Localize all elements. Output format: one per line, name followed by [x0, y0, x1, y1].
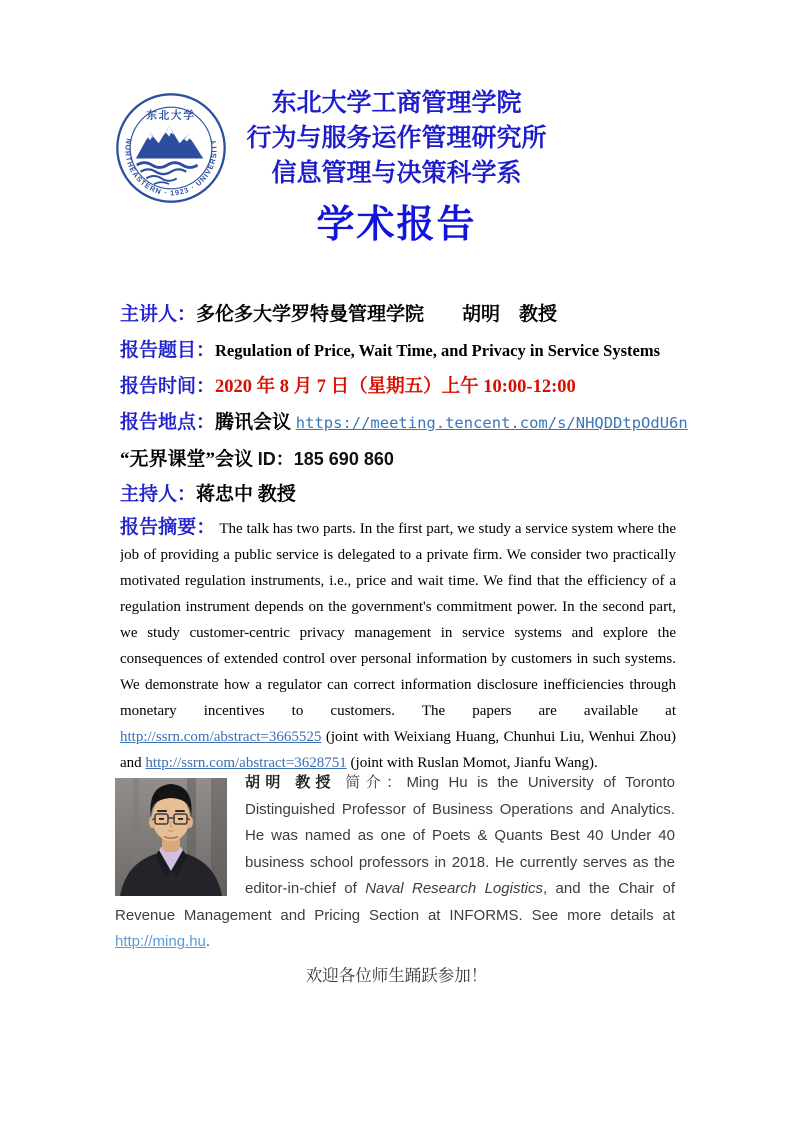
bio-section [115, 770, 675, 956]
org-line-institute: 行为与服务运作管理研究所 [246, 124, 547, 152]
time-line [120, 369, 676, 405]
classroom-prefix: “无界课堂”会议 [120, 449, 258, 470]
org-line-department: 信息管理与决策科学系 [271, 159, 522, 187]
speaker-line [120, 297, 676, 333]
topic-value: Regulation of Price, Wait Time, and Privacy in Service Systems [215, 341, 661, 360]
org-line-school: 东北大学工商管理学院 [271, 89, 522, 117]
abstract-text-3: (joint with Ruslan Momot, Jianfu Wang). [346, 755, 598, 771]
venue-line [120, 405, 688, 441]
bio-period: . [205, 933, 211, 950]
closing-line: 欢迎各位师生踊跃参加！ [305, 967, 488, 985]
abstract-paragraph [120, 515, 676, 773]
bio-name: 胡明 教授 [245, 774, 336, 791]
portrait-illustration-icon [115, 778, 227, 896]
logo-zh-name: 东北大学 [146, 110, 196, 122]
abstract-label: 报告摘要： [120, 517, 216, 538]
bio-text-2: , and the Chair of Revenue Management and Pricing Section at INFORMS. See more details at [115, 880, 676, 924]
abstract-text-2: (joint with Weixiang Huang, Chunhui Liu, Wenhui Zhou) and [120, 729, 676, 771]
header-block [0, 86, 793, 247]
logo-ring-text: NORTHEASTERN · 1923 · UNIVERSITY [123, 137, 219, 198]
host-line [120, 477, 676, 513]
venue-label: 报告地点： [120, 412, 216, 433]
journal-name: Naval Research Logistics [365, 880, 543, 897]
ming-hu-link[interactable]: http://ming.hu [115, 933, 206, 950]
host-value: 蒋忠中 教授 [196, 484, 296, 505]
time-label: 报告时间： [120, 376, 216, 397]
abstract-text-1: The talk has two parts. In the first part, we study a service system where the job of providing a public service is delegated to a private firm. We consider two practically motivated regulation instruments, i.e., price and wait time. We find that the efficiency of a regulation instrument depends on the government's commitment power. In the second part, we study customer-centric privacy management in service systems and explore the consequences of extended control over personal information by customers in such systems. We demonstrate how a regulator can correct information disclosure inefficiencies through monetary incentives to customers. The papers are available at [120, 521, 676, 719]
topic-line [120, 333, 676, 369]
ssrn-link-2[interactable]: http://ssrn.com/abstract=3628751 [145, 755, 347, 771]
page-title: 学术报告 [316, 204, 477, 246]
classroom-id-line [120, 441, 676, 477]
meeting-id: ID：185 690 860 [257, 449, 394, 469]
topic-label: 报告题目： [120, 340, 216, 361]
speaker-label: 主讲人： [120, 304, 197, 325]
bio-text-1: Ming Hu is the University of Toronto Distinguished Professor of Business Operations and Analytics. He was named as one of Poets & Quants Best 40 Under 40 business school professors in 2018. He currently serves as the editor-in-chief of [245, 774, 675, 897]
venue-platform: 腾讯会议 [215, 412, 296, 433]
tencent-meeting-link[interactable]: https://meeting.tencent.com/s/NHQDDtpOdU6n [295, 414, 688, 432]
bio-intro-label: 简介： [335, 774, 407, 791]
host-label: 主持人： [120, 484, 197, 505]
ssrn-link-1[interactable]: http://ssrn.com/abstract=3665525 [120, 729, 322, 745]
speaker-value: 多伦多大学罗特曼管理学院 胡明 教授 [196, 304, 558, 325]
time-value: 2020 年 8 月 7 日（星期五）上午 10:00-12:00 [215, 377, 576, 397]
details-section [120, 297, 688, 773]
speaker-photo [115, 778, 227, 896]
